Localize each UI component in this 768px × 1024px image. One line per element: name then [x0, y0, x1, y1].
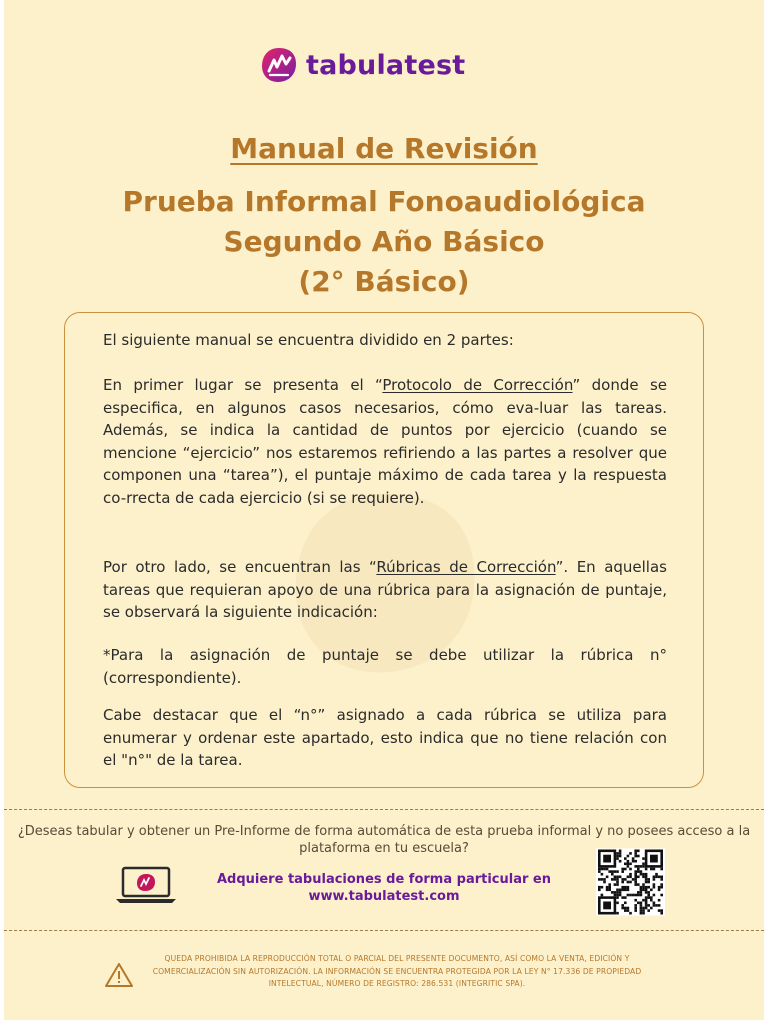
page-title: Manual de Revisión — [230, 132, 538, 165]
indication-paragraph: *Para la asignación de puntaje se debe utilizar la rúbrica n° (correspondiente). — [103, 646, 667, 687]
promo-cta — [194, 871, 574, 905]
divider — [4, 930, 764, 931]
intro-paragraph: El siguiente manual se encuentra dividido en 2 partes: — [103, 331, 514, 349]
page-subtitle — [4, 182, 764, 302]
divider — [4, 809, 764, 810]
document-page — [4, 0, 764, 1020]
brand-logo — [260, 46, 465, 84]
qr-code[interactable] — [592, 848, 668, 916]
promo-question: ¿Deseas tabular y obtener un Pre-Informe de forma automática de esta prueba informal y no posees acceso a la plataforma en tu escuela? — [17, 824, 751, 856]
paragraph-text: ”. En aquellas tareas que requieran apoyo de una rúbrica para la asignación de puntaje, se observará la siguiente indicación: — [103, 558, 667, 621]
protocol-link: Protocolo de Corrección — [382, 376, 573, 394]
promo-cta-line: Adquiere tabulaciones de forma particular en — [216, 872, 551, 887]
note-paragraph: Cabe destacar que el “n°” asignado a cada rúbrica se utiliza para enumerar y ordenar este apartado, esto indica que no tiene relación con el "n°" de la tarea. — [103, 706, 667, 769]
legal-notice: QUEDA PROHIBIDA LA REPRODUCCIÓN TOTAL O PARCIAL DEL PRESENTE DOCUMENTO, ASÍ COMO LA VENTA, EDICIÓN Y COMERCIALIZACIÓN SIN AUTORIZACIÓN. LA INFORMACIÓN SE ENCUENTRA PROTEGIDA POR LA LEY N° 17.336 DE PROPIEDAD INTELECTUAL, NÚMERO DE REGISTRO: 286.531 (INTEGRITIC SPA). — [152, 954, 642, 988]
laptop-icon — [114, 866, 178, 904]
paragraph-text: ” donde se especifica, en algunos casos necesarios, cómo eva-luar las tareas. Además, se indica la cantidad de puntos por ejercicio (cuando se mencione “ejercicio” nos estaremos refiriendo a las partes a resolver que componen una “tarea”), el puntaje máximo de cada tarea y la respuesta co-rrecta de cada ejercicio (si se requiere). — [103, 376, 667, 507]
brand-name: tabulatest — [306, 49, 466, 81]
rubrics-paragraph — [103, 556, 667, 624]
paragraph-text: Por otro lado, se encuentran las “ — [103, 558, 377, 576]
subtitle-line: Prueba Informal Fonoaudiológica — [122, 185, 646, 218]
subtitle-line: Segundo Año Básico — [223, 225, 545, 258]
website-link[interactable]: www.tabulatest.com — [308, 889, 460, 904]
warning-icon — [104, 962, 134, 988]
protocol-paragraph — [103, 374, 667, 509]
rubrics-link: Rúbricas de Corrección — [376, 558, 556, 576]
content-box — [64, 312, 704, 788]
subtitle-line: (2° Básico) — [298, 265, 470, 298]
paragraph-text: En primer lugar se presenta el “ — [103, 376, 383, 394]
tabulatest-logo-icon — [260, 46, 298, 84]
